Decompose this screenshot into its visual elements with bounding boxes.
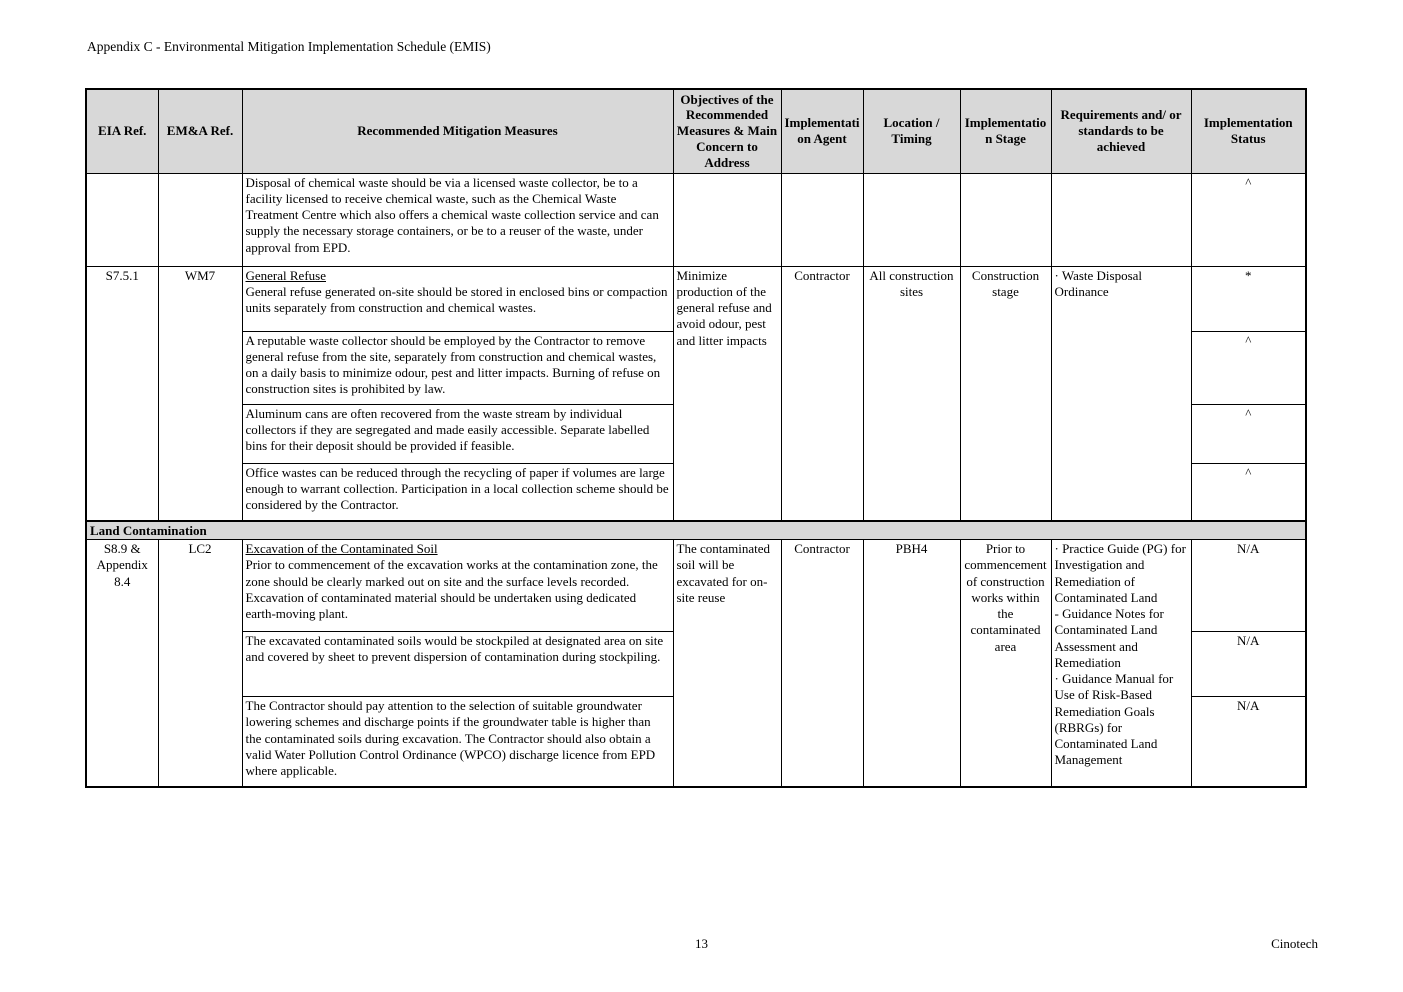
page-title: Appendix C - Environmental Mitigation Implementation Schedule (EMIS) [87, 39, 491, 54]
measure-cell: A reputable waste collector should be employed by the Contractor to remove general refuse from the site, separately from construction and chemical wastes, on a daily basis to minimize odour, pest and litter impacts. Burning of refuse on construction sites is prohibited by law. [242, 331, 673, 404]
requirements-cell [1051, 266, 1191, 521]
requirement-item: · Practice Guide (PG) for Investigation and Remediation of Contaminated Land [1054, 541, 1186, 605]
footer-company: Cinotech [1271, 936, 1318, 951]
col-header-agent: Implementation Agent [781, 89, 863, 173]
measure-cell: Office wastes can be reduced through the recycling of paper if volumes are large enough to warrant collection. Participation in a local collection scheme should be considered by the Contractor. [242, 463, 673, 521]
measure-title: General Refuse [245, 267, 326, 283]
measure-cell [242, 540, 673, 632]
location-cell: All construction sites [863, 266, 960, 521]
measure-text: General refuse generated on-site should be stored in enclosed bins or compaction units separately from construction and chemical wastes. [245, 283, 668, 315]
status-cell: ^ [1191, 404, 1306, 463]
objectives-cell: The contaminated soil will be excavated for on-site reuse [673, 540, 781, 787]
measure-text: Prior to commencement of the excavation works at the contamination zone, the zone should be clearly marked out on site and the surface levels recorded. Excavation of contaminated material should be undertaken using dedicated earth-moving plant. [245, 557, 658, 621]
status-cell: ^ [1191, 331, 1306, 404]
measure-cell: Disposal of chemical waste should be via a licensed waste collector, be to a facility licensed to receive chemical waste, such as the Chemical Waste Treatment Centre which also offers a chemical waste collection service and can supply the necessary storage containers, or be to a reuser of the waste, under approval from EPD. [242, 173, 673, 266]
agent-cell: Contractor [781, 266, 863, 521]
stage-cell: Construction stage [960, 266, 1051, 521]
col-header-status: Implementation Status [1191, 89, 1306, 173]
status-cell: * [1191, 266, 1306, 331]
table-row-continuation [86, 173, 1306, 266]
table-row-lc2-1 [86, 540, 1306, 632]
col-header-objectives: Objectives of the Recommended Measures & Main Concern to Address [673, 89, 781, 173]
status-cell: N/A [1191, 632, 1306, 697]
col-header-ema-ref: EM&A Ref. [158, 89, 242, 173]
emis-table [85, 88, 1307, 788]
requirements-cell [1051, 173, 1191, 266]
table-row-wm7-1 [86, 266, 1306, 331]
status-cell: ^ [1191, 463, 1306, 521]
requirement-item: · Guidance Manual for Use of Risk-Based Remediation Goals (RBRGs) for Contaminated Land Management [1054, 671, 1174, 768]
agent-cell: Contractor [781, 540, 863, 787]
col-header-location-timing: Location / Timing [863, 89, 960, 173]
location-cell [863, 173, 960, 266]
objectives-cell: Minimize production of the general refuse and avoid odour, pest and litter impacts [673, 266, 781, 521]
status-cell: N/A [1191, 697, 1306, 787]
measure-cell [242, 266, 673, 331]
eia-ref-cell [86, 173, 158, 266]
ema-ref-cell [158, 173, 242, 266]
measure-cell: Aluminum cans are often recovered from the waste stream by individual collectors if they are segregated and made easily accessible. Separate labelled bins for their deposit should be provided if feasible. [242, 404, 673, 463]
col-header-stage: Implementation Stage [960, 89, 1051, 173]
location-cell: PBH4 [863, 540, 960, 787]
objectives-cell [673, 173, 781, 266]
section-header-label: Land Contamination [86, 521, 1306, 540]
measure-title: Excavation of the Contaminated Soil [245, 541, 438, 556]
section-header-row [86, 521, 1306, 540]
ema-ref-cell: WM7 [158, 266, 242, 521]
table-header-row [86, 89, 1306, 173]
eia-ref-cell: S8.9 & Appendix 8.4 [86, 540, 158, 787]
stage-cell: Prior to commencement of construction works within the contaminated area [960, 540, 1051, 787]
measure-cell: The Contractor should pay attention to the selection of suitable groundwater lowering schemes and discharge points if the groundwater table is higher than the contaminated soils during excavation. The Contractor should also obtain a valid Water Pollution Control Ordinance (WPCO) discharge licence from EPD where applicable. [242, 697, 673, 787]
agent-cell [781, 173, 863, 266]
measure-cell: The excavated contaminated soils would be stockpiled at designated area on site and covered by sheet to prevent dispersion of contamination during stockpiling. [242, 632, 673, 697]
stage-cell [960, 173, 1051, 266]
requirements-cell [1051, 540, 1191, 787]
eia-ref-cell: S7.5.1 [86, 266, 158, 521]
status-cell: ^ [1191, 173, 1306, 266]
requirement-item: - Guidance Notes for Contaminated Land Assessment and Remediation [1054, 606, 1164, 670]
page-number: 13 [695, 936, 708, 951]
ema-ref-cell: LC2 [158, 540, 242, 787]
col-header-eia-ref: EIA Ref. [86, 89, 158, 173]
requirement-item: · Waste Disposal Ordinance [1054, 267, 1143, 299]
col-header-requirements: Requirements and/ or standards to be achieved [1051, 89, 1191, 173]
col-header-measures: Recommended Mitigation Measures [242, 89, 673, 173]
status-cell: N/A [1191, 540, 1306, 632]
